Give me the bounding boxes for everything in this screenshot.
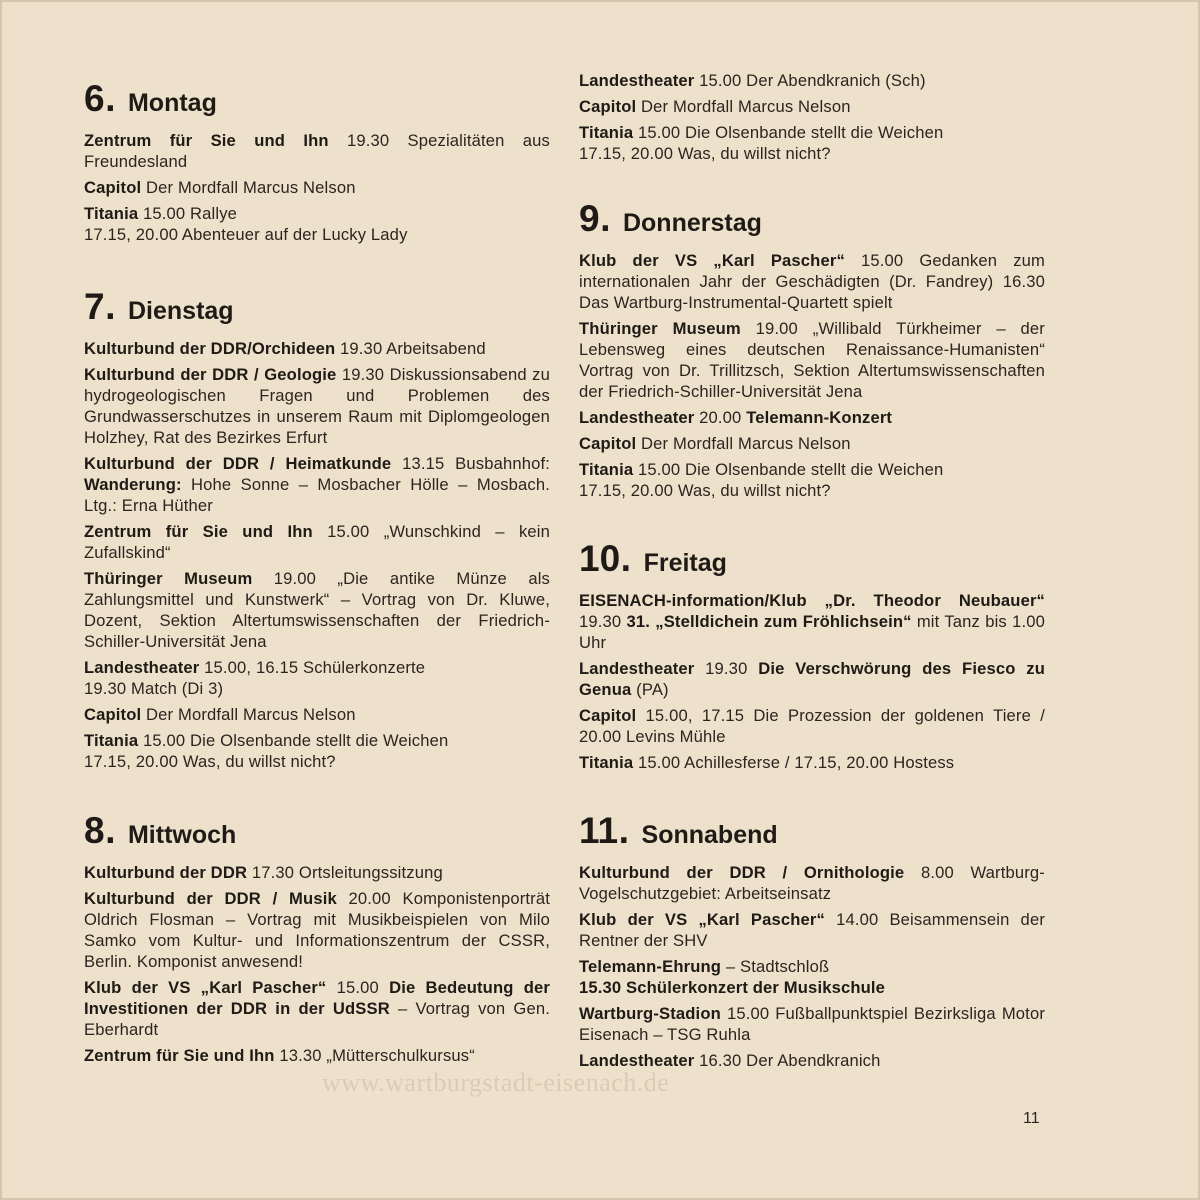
event-organizer: Thüringer Museum xyxy=(579,319,741,338)
day-section-10 xyxy=(579,540,1045,778)
event-entry xyxy=(84,1045,550,1066)
event-organizer: Titania xyxy=(84,731,139,750)
event-organizer: Titania xyxy=(579,460,634,479)
event-details: 19.00 „Die antike Münze als Zahlungsmittel und Kunstwerk“ – Vortrag von Dr. Kluwe, Dozent, Sektion Altertumswissenschaften der Friedrich-Schiller-Universität Jena xyxy=(84,569,550,651)
day-section-8-continued xyxy=(579,70,1045,169)
event-details-cont: (PA) xyxy=(631,680,669,699)
day-section-8 xyxy=(84,812,550,1071)
event-entry xyxy=(579,433,1045,454)
event-organizer: Capitol xyxy=(84,178,142,197)
event-organizer: Landestheater xyxy=(579,408,695,427)
event-details: 19.30 xyxy=(579,612,627,631)
day-name: Dienstag xyxy=(127,297,234,325)
event-details: 15.00 Die Olsenbande stellt die Weichen xyxy=(633,460,944,479)
event-entry xyxy=(579,459,1045,501)
event-entry xyxy=(84,862,550,883)
event-highlight-line2: 15.30 Schülerkonzert der Musikschule xyxy=(579,978,886,997)
event-highlight: Die Verschwörung des Fiesco zu Genua xyxy=(579,659,1046,699)
day-number: 10 xyxy=(579,538,621,579)
event-organizer: Titania xyxy=(579,753,634,772)
event-entry xyxy=(579,590,1045,653)
event-organizer: Kulturbund der DDR / Ornithologie xyxy=(579,863,905,882)
event-entry xyxy=(579,862,1045,904)
event-details: 17.30 Ortsleitungssitzung xyxy=(247,863,443,882)
event-details: Der Mordfall Marcus Nelson xyxy=(636,434,851,453)
event-entry xyxy=(84,338,550,359)
event-organizer: Capitol xyxy=(579,706,637,725)
event-details: 19.30 Spezialitäten aus Freundesland xyxy=(84,131,550,171)
day-heading: 7 . Dienstag xyxy=(84,286,234,327)
event-entry xyxy=(84,177,550,198)
event-entry xyxy=(579,122,1045,164)
day-name: Mittwoch xyxy=(127,821,237,849)
event-entry xyxy=(84,977,550,1040)
event-entry xyxy=(84,453,550,516)
event-organizer: Telemann-Ehrung xyxy=(579,957,722,976)
event-organizer: Klub der VS „Karl Pascher“ xyxy=(579,251,845,270)
event-organizer: Zentrum für Sie und Ihn xyxy=(84,1046,275,1065)
event-entry xyxy=(579,956,1045,998)
day-number: 6 xyxy=(84,78,105,119)
event-entry xyxy=(579,318,1045,402)
event-organizer: Kulturbund der DDR / Geologie xyxy=(84,365,337,384)
event-highlight: Die Bedeutung der Investitionen der DDR in der UdSSR xyxy=(84,978,551,1018)
day-number: 9 xyxy=(579,198,600,239)
event-entry xyxy=(579,909,1045,951)
event-details: 20.00 Komponistenporträt Oldrich Flosman – Vortrag mit Musikbeispielen von Milo Samko vom Kultur- und Informationszentrum der CSSR, Berlin. Komponist anwesend! xyxy=(84,889,550,971)
event-details-cont: Hohe Sonne – Mosbacher Hölle – Mosbach. Ltg.: Erna Hüther xyxy=(84,475,550,515)
event-organizer: Kulturbund der DDR / Musik xyxy=(84,889,337,908)
event-entry xyxy=(579,1003,1045,1045)
event-details: – Stadtschloß xyxy=(721,957,830,976)
event-organizer: Titania xyxy=(84,204,139,223)
event-organizer: Thüringer Museum xyxy=(84,569,253,588)
event-details: 15.00 Rallye xyxy=(138,204,238,223)
event-entry xyxy=(579,658,1045,700)
day-heading: 10 . Freitag xyxy=(579,538,727,579)
event-entry xyxy=(84,730,550,772)
event-details: Der Mordfall Marcus Nelson xyxy=(636,97,851,116)
event-details-line2: 17.15, 20.00 Was, du willst nicht? xyxy=(579,144,831,163)
event-organizer: Capitol xyxy=(579,434,637,453)
day-name: Freitag xyxy=(643,549,727,577)
day-section-7 xyxy=(84,288,550,777)
event-entry xyxy=(579,752,1045,773)
event-entry xyxy=(84,888,550,972)
event-details: 16.30 Der Abendkranich xyxy=(694,1051,881,1070)
event-details: 15.00 xyxy=(326,978,390,997)
event-entry xyxy=(84,657,550,699)
event-details-cont: mit Tanz bis 1.00 Uhr xyxy=(579,612,1045,652)
event-details: 19.30 Diskussionsabend zu hydrogeologischen Fragen und Problemen des Grundwasserschutzes in unserem Raum mit Diplomgeologen Holzhey, Rat des Bezirkes Erfurt xyxy=(84,365,551,447)
event-organizer: Klub der VS „Karl Pascher“ xyxy=(579,910,825,929)
event-details: 15.00 Achillesferse / 17.15, 20.00 Hostess xyxy=(633,753,955,772)
event-organizer: Titania xyxy=(579,123,634,142)
event-details: 14.00 Beisammensein der Rentner der SHV xyxy=(579,910,1045,950)
event-organizer: Landestheater xyxy=(579,71,695,90)
event-organizer: Landestheater xyxy=(579,1051,695,1070)
event-details: Der Mordfall Marcus Nelson xyxy=(141,705,356,724)
event-details-cont: – Vortrag von Gen. Eberhardt xyxy=(84,999,551,1039)
event-entry xyxy=(84,130,550,172)
day-section-11 xyxy=(579,812,1045,1076)
event-highlight: Wanderung: xyxy=(84,475,182,494)
event-organizer: Zentrum für Sie und Ihn xyxy=(84,522,313,541)
event-details: 19.30 Arbeitsabend xyxy=(335,339,486,358)
day-number: 8 xyxy=(84,810,105,851)
event-details: 15.00, 16.15 Schülerkonzerte xyxy=(199,658,426,677)
day-number: 11 xyxy=(579,810,619,851)
event-organizer: Landestheater xyxy=(84,658,200,677)
watermark: www.wartburgstadt-eisenach.de xyxy=(322,1068,670,1097)
day-number: 7 xyxy=(84,286,105,327)
day-heading: 11 . Sonnabend xyxy=(579,810,778,851)
day-heading: 6 . Montag xyxy=(84,78,217,119)
event-details: 15.00 „Wunschkind – kein Zufallskind“ xyxy=(84,522,550,562)
event-entry xyxy=(84,364,550,448)
event-details: 15.00 Die Olsenbande stellt die Weichen xyxy=(633,123,944,142)
event-details-line2: 17.15, 20.00 Was, du willst nicht? xyxy=(84,752,336,771)
day-name: Sonnabend xyxy=(641,821,778,849)
event-organizer: Kulturbund der DDR xyxy=(84,863,248,882)
event-organizer: Kulturbund der DDR / Heimatkunde xyxy=(84,454,392,473)
event-details: 15.00 Fußballpunktspiel Bezirksliga Motor Eisenach – TSG Ruhla xyxy=(579,1004,1045,1044)
event-highlight: 31. „Stelldichein zum Fröhlichsein“ xyxy=(626,612,912,631)
event-organizer: Capitol xyxy=(579,97,637,116)
event-details: 15.00 Die Olsenbande stellt die Weichen xyxy=(138,731,449,750)
event-details-line2: 17.15, 20.00 Was, du willst nicht? xyxy=(579,481,831,500)
day-name: Donnerstag xyxy=(622,209,762,237)
event-details-line2: 17.15, 20.00 Abenteuer auf der Lucky Lady xyxy=(84,225,408,244)
event-details: 20.00 xyxy=(694,408,747,427)
day-name: Montag xyxy=(127,89,217,117)
event-details: 19.00 „Willibald Türkheimer – der Lebensweg eines deutschen Renaissance-Humanisten“ Vortrag von Dr. Trillitzsch, Sektion Altertumswissenschaften der Friedrich-Schiller-Universität Jena xyxy=(579,319,1045,401)
event-organizer: EISENACH-information/Klub „Dr. Theodor Neubauer“ xyxy=(579,591,1045,610)
day-section-9 xyxy=(579,200,1045,506)
event-entry xyxy=(84,203,550,245)
event-entry xyxy=(84,568,550,652)
event-details: 13.15 Busbahnhof: xyxy=(391,454,550,473)
event-entry xyxy=(84,704,550,725)
event-details: 15.00 Gedanken zum internationalen Jahr der Geschädigten (Dr. Fandrey) 16.30 Das Wartburg-Instrumental-Quartett spielt xyxy=(579,251,1045,312)
event-details: Der Mordfall Marcus Nelson xyxy=(141,178,356,197)
day-section-6 xyxy=(84,80,550,250)
event-organizer: Kulturbund der DDR/Orchideen xyxy=(84,339,336,358)
event-entry xyxy=(579,250,1045,313)
event-organizer: Zentrum für Sie und Ihn xyxy=(84,131,329,150)
event-organizer: Klub der VS „Karl Pascher“ xyxy=(84,978,327,997)
event-details: 19.30 xyxy=(694,659,759,678)
event-details: 13.30 „Mütterschulkursus“ xyxy=(274,1046,475,1065)
event-organizer: Landestheater xyxy=(579,659,695,678)
event-organizer: Capitol xyxy=(84,705,142,724)
event-organizer: Wartburg-Stadion xyxy=(579,1004,721,1023)
page-number: 11 xyxy=(1023,1110,1040,1127)
day-heading: 8 . Mittwoch xyxy=(84,810,237,851)
event-entry xyxy=(579,96,1045,117)
event-highlight: Telemann-Konzert xyxy=(746,408,893,427)
event-details: 15.00, 17.15 Die Prozession der goldenen Tiere / 20.00 Levins Mühle xyxy=(579,706,1045,746)
event-details-line2: 19.30 Match (Di 3) xyxy=(84,679,224,698)
event-entry xyxy=(579,705,1045,747)
day-heading: 9 . Donnerstag xyxy=(579,198,762,239)
event-details: 8.00 Wartburg-Vogelschutzgebiet: Arbeitseinsatz xyxy=(579,863,1045,903)
event-entry xyxy=(84,521,550,563)
event-entry xyxy=(579,407,1045,428)
event-details: 15.00 Der Abendkranich (Sch) xyxy=(694,71,926,90)
event-entry xyxy=(579,70,1045,91)
